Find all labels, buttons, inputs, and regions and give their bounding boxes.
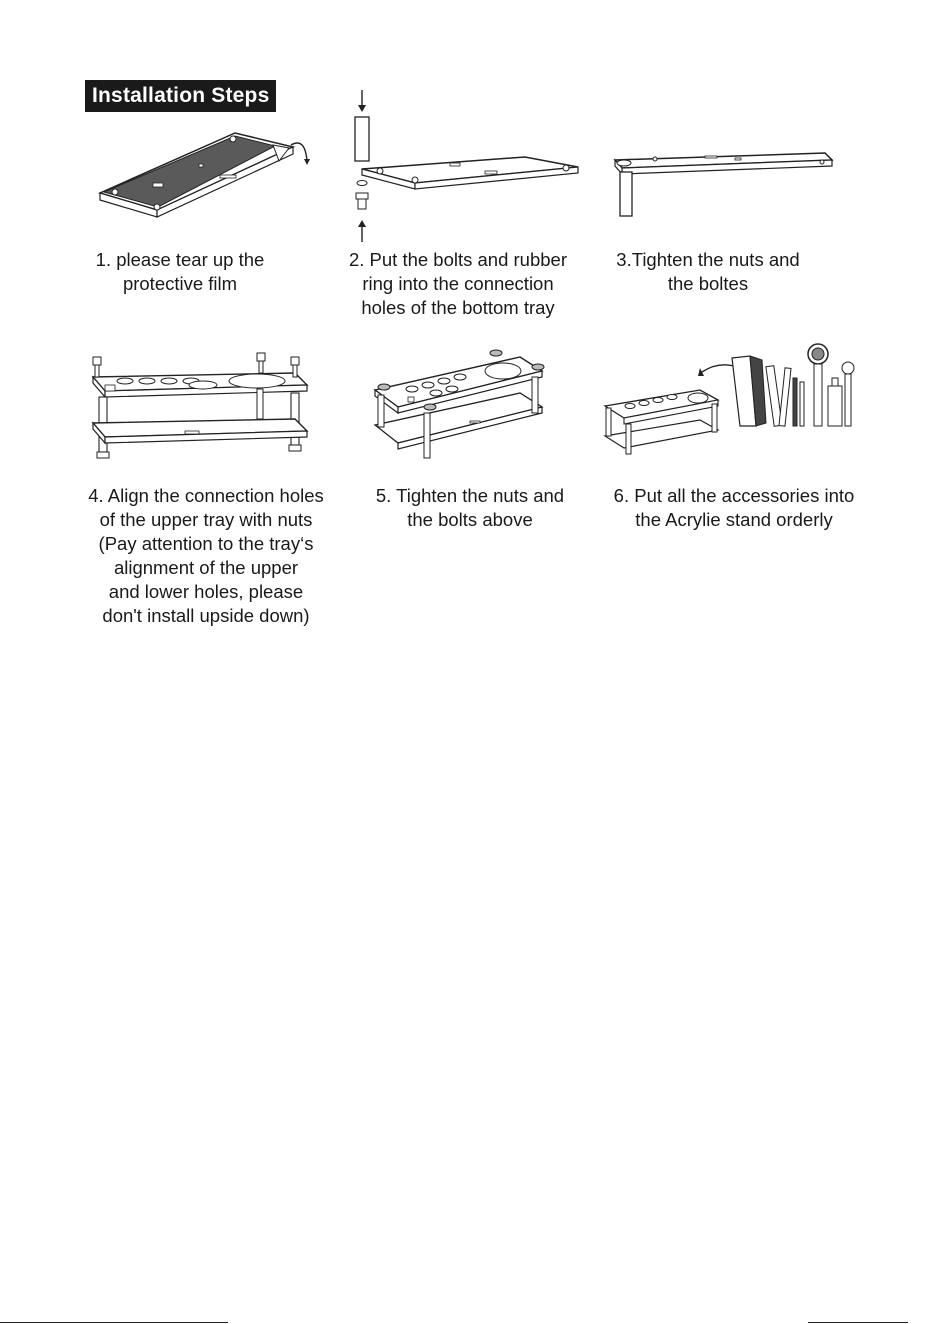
caption-line: 1. please tear up the [95,249,265,270]
step-1-caption [80,248,280,296]
caption-line: don't install upside down) [102,605,310,626]
step-1-illustration [95,125,325,225]
step-6-caption [596,484,872,532]
caption-line: (Pay attention to the tray‘s [98,533,314,554]
caption-line: and lower holes, please [108,581,304,602]
caption-line: the Acrylie stand orderly [635,509,833,530]
step-4-caption [70,484,342,628]
caption-line: ring into the connection [362,273,554,294]
step-2-illustration [340,85,590,245]
caption-line: 6. Put all the accessories into [613,485,855,506]
step-4-illustration [85,345,315,470]
page-title: Installation Steps [85,80,276,112]
step-3-caption [600,248,816,296]
bottom-rule-left [0,1322,228,1323]
step-3-illustration [610,148,840,223]
caption-line: 3.Tighten the nuts and [616,249,800,270]
caption-line: the boltes [667,273,749,294]
step-5-caption [360,484,580,532]
step-6-illustration [600,338,865,468]
caption-line: 4. Align the connection holes [88,485,324,506]
bottom-rule-right [808,1322,908,1323]
step-2-caption [330,248,586,320]
caption-line: 5. Tighten the nuts and [375,485,565,506]
caption-line: holes of the bottom tray [361,297,555,318]
caption-line: 2. Put the bolts and rubber [348,249,568,270]
step-5-illustration [370,345,550,465]
caption-line: of the upper tray with nuts [99,509,313,530]
caption-line: alignment of the upper [113,557,299,578]
caption-line: the bolts above [407,509,533,530]
caption-line: protective film [122,273,238,294]
